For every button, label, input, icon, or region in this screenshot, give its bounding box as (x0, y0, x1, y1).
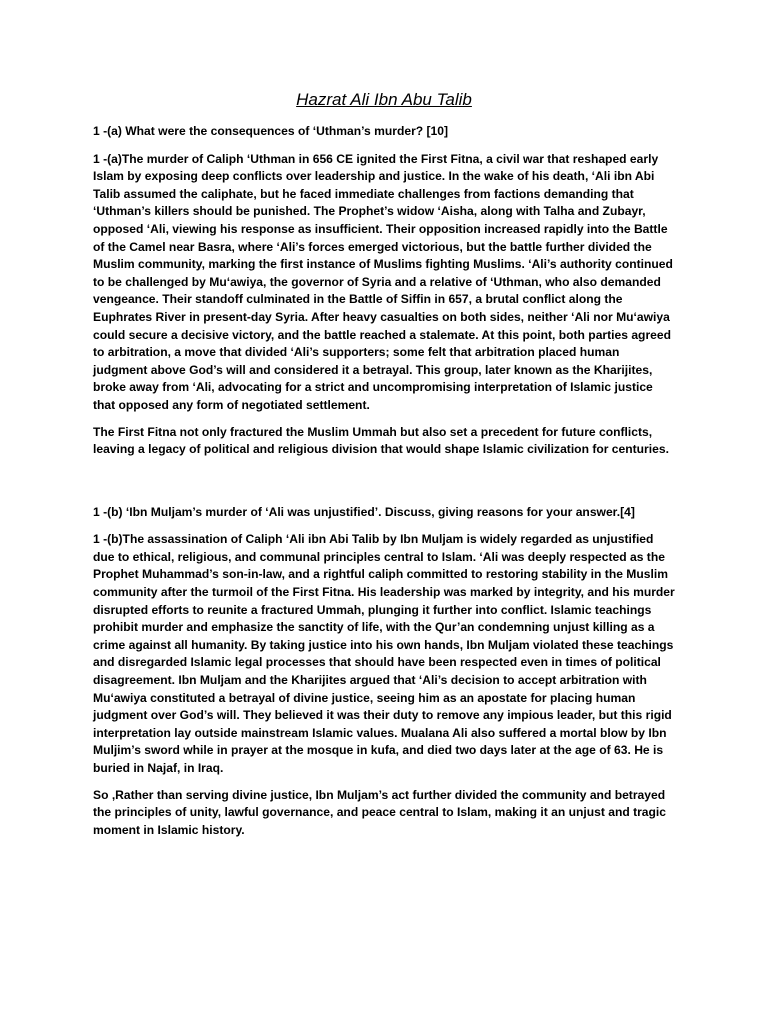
answer-1a-paragraph-1: 1 -(a)The murder of Caliph ‘Uthman in 656 CE ignited the First Fitna, a civil war that reshaped early Islam by exposing deep conflicts over leadership and justice. In the wake of his death, ‘Ali ibn Abi Talib assumed the caliphate, but he faced immediate challenges from factions demanding that ‘Uthman’s killers should be punished. The Prophet’s widow ‘Aisha, along with Talha and Zubayr, opposed ‘Ali, viewing his response as insufficient. Their opposition increased rapidly into the Battle of the Camel near Basra, where ‘Ali’s forces emerged victorious, but the battle further divided the Muslim community, marking the first instance of Muslims fighting Muslims. ‘Ali’s authority continued to be challenged by Mu‘awiya, the governor of Syria and a relative of ‘Uthman, who also demanded vengeance. Their standoff culminated in the Battle of Siffin in 657, a brutal conflict along the Euphrates River in present-day Syria. After heavy casualties on both sides, neither ‘Ali nor Mu‘awiya could secure a decisive victory, and the battle reached a stalemate. At this point, both parties agreed to arbitration, a move that divided ‘Ali’s supporters; some felt that arbitration placed human judgment above God’s will and considered it a betrayal. This group, later known as the Kharijites, broke away from ‘Ali, advocating for a strict and uncompromising interpretation of Islamic justice that opposed any form of negotiated settlement. (93, 151, 673, 412)
document-title: Hazrat Ali Ibn Abu Talib (296, 90, 472, 109)
question-1b: 1 -(b) ‘Ibn Muljam’s murder of ‘Ali was unjustified’. Discuss, giving reasons for your answer.[4] (93, 504, 635, 519)
question-1a: 1 -(a) What were the consequences of ‘Uthman’s murder? [10] (93, 124, 449, 138)
answer-1a-paragraph-2: The First Fitna not only fractured the Muslim Ummah but also set a precedent for future conflicts, leaving a legacy of political and religious division that would shape Islamic civilization for centuries. (93, 424, 669, 457)
answer-1b-paragraph-2: So ,Rather than serving divine justice, Ibn Muljam’s act further divided the community and betrayed the principles of unity, lawful governance, and peace central to Islam, making it an unjust and tragic moment in Islamic history. (93, 787, 667, 837)
answer-1b-paragraph-1: 1 -(b)The assassination of Caliph ‘Ali ibn Abi Talib by Ibn Muljam is widely regarded as unjustified due to ethical, religious, and communal principles central to Islam. ‘Ali was deeply respected as the Prophet Muhammad’s son-in-law, and a rightful caliph committed to restoring stability in the Muslim community after the turmoil of the First Fitna. His leadership was marked by integrity, and his murder disrupted efforts to reunite a fractured Ummah, plunging it further into conflict. Islamic teachings prohibit murder and emphasize the sanctity of life, with the Qur’an condemning unjust killing as a crime against all humanity. By taking justice into his own hands, Ibn Muljam violated these teachings and disregarded Islamic legal processes that should have been respected even in times of political disagreement. Ibn Muljam and the Kharijites argued that ‘Ali’s decision to accept arbitration with Mu‘awiya constituted a betrayal of divine justice, seeing him as an apostate for placing human judgment over God’s will. They believed it was their duty to remove any impious leader, but this rigid interpretation lay outside mainstream Islamic values. Mualana Ali also suffered a mortal blow by Ibn Muljim’s sword while in prayer at the mosque in kufa, and died two days later at the age of 63. He is buried in Najaf, in Iraq. (93, 532, 675, 775)
document-body (93, 123, 677, 839)
